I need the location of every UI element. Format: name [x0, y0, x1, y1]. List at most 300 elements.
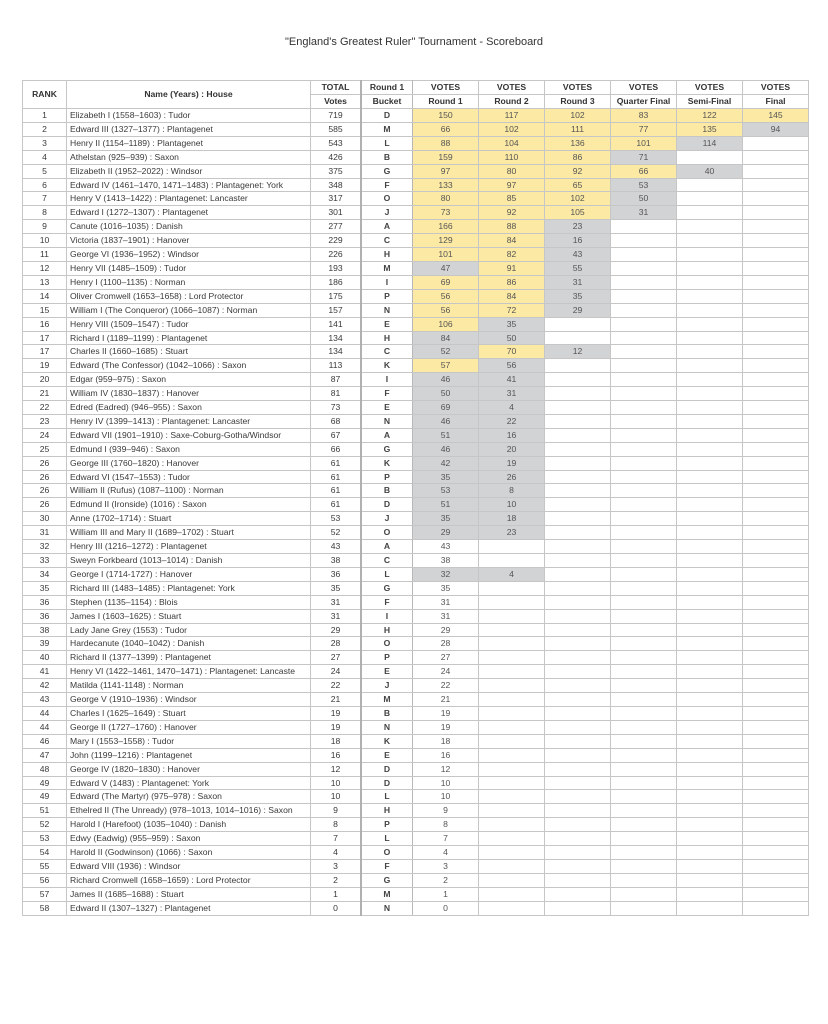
- votes-round3-cell: [545, 762, 611, 776]
- table-row: [23, 373, 809, 387]
- votes-semi-final-cell: [677, 693, 743, 707]
- votes-semi-final-cell: [677, 512, 743, 526]
- table-row: [23, 359, 809, 373]
- votes-final-cell: [743, 512, 809, 526]
- votes-final-cell: [743, 303, 809, 317]
- votes-final-cell: [743, 289, 809, 303]
- ruler-name-cell: Edward III (1327–1377) : Plantagenet: [67, 122, 311, 136]
- votes-round3-cell: [545, 859, 611, 873]
- table-row: [23, 637, 809, 651]
- bucket-cell: N: [361, 414, 413, 428]
- votes-round3-cell: 65: [545, 178, 611, 192]
- votes-semi-final-cell: [677, 373, 743, 387]
- bucket-cell: L: [361, 567, 413, 581]
- table-row: [23, 846, 809, 860]
- total-votes-cell: 24: [311, 665, 362, 679]
- bucket-cell: O: [361, 637, 413, 651]
- header-name: Name (Years) : House: [67, 81, 311, 109]
- votes-semi-final-cell: 122: [677, 109, 743, 123]
- votes-final-cell: [743, 373, 809, 387]
- votes-semi-final-cell: [677, 220, 743, 234]
- bucket-cell: K: [361, 359, 413, 373]
- votes-final-cell: 145: [743, 109, 809, 123]
- votes-round2-cell: 31: [479, 387, 545, 401]
- bucket-cell: K: [361, 456, 413, 470]
- total-votes-cell: 16: [311, 748, 362, 762]
- table-row: [23, 122, 809, 136]
- total-votes-cell: 36: [311, 567, 362, 581]
- votes-quarter-final-cell: [611, 484, 677, 498]
- votes-round3-cell: [545, 317, 611, 331]
- ruler-name-cell: Edward VIII (1936) : Windsor: [67, 859, 311, 873]
- votes-semi-final-cell: [677, 901, 743, 915]
- votes-round3-cell: [545, 470, 611, 484]
- votes-round2-cell: [479, 832, 545, 846]
- votes-round2-cell: 56: [479, 359, 545, 373]
- total-votes-cell: 31: [311, 595, 362, 609]
- table-row: [23, 554, 809, 568]
- votes-semi-final-cell: [677, 818, 743, 832]
- votes-round2-cell: [479, 762, 545, 776]
- votes-round3-cell: [545, 679, 611, 693]
- votes-quarter-final-cell: [611, 289, 677, 303]
- votes-semi-final-cell: [677, 359, 743, 373]
- bucket-cell: A: [361, 220, 413, 234]
- table-row: [23, 317, 809, 331]
- table-row: [23, 679, 809, 693]
- total-votes-cell: 585: [311, 122, 362, 136]
- header-total-top: TOTAL: [311, 81, 362, 95]
- votes-final-cell: [743, 442, 809, 456]
- table-row: [23, 150, 809, 164]
- votes-final-cell: [743, 150, 809, 164]
- total-votes-cell: 543: [311, 136, 362, 150]
- ruler-name-cell: Henry IV (1399–1413) : Plantagenet: Lancaster: [67, 414, 311, 428]
- votes-quarter-final-cell: [611, 442, 677, 456]
- table-row: [23, 303, 809, 317]
- votes-round1-cell: 56: [413, 303, 479, 317]
- bucket-cell: G: [361, 442, 413, 456]
- votes-round1-cell: 18: [413, 734, 479, 748]
- rank-cell: 14: [23, 289, 67, 303]
- bucket-cell: H: [361, 623, 413, 637]
- table-row: [23, 442, 809, 456]
- rank-cell: 32: [23, 540, 67, 554]
- total-votes-cell: 19: [311, 706, 362, 720]
- ruler-name-cell: James II (1685–1688) : Stuart: [67, 887, 311, 901]
- votes-round2-cell: [479, 887, 545, 901]
- votes-semi-final-cell: [677, 275, 743, 289]
- votes-quarter-final-cell: [611, 359, 677, 373]
- rank-cell: 30: [23, 512, 67, 526]
- votes-semi-final-cell: [677, 859, 743, 873]
- rank-cell: 31: [23, 526, 67, 540]
- ruler-name-cell: William II (Rufus) (1087–1100) : Norman: [67, 484, 311, 498]
- bucket-cell: P: [361, 289, 413, 303]
- bucket-cell: F: [361, 178, 413, 192]
- total-votes-cell: 61: [311, 498, 362, 512]
- votes-round1-cell: 52: [413, 345, 479, 359]
- bucket-cell: O: [361, 526, 413, 540]
- bucket-cell: E: [361, 317, 413, 331]
- table-row: [23, 512, 809, 526]
- votes-round3-cell: 35: [545, 289, 611, 303]
- votes-round2-cell: 86: [479, 275, 545, 289]
- votes-round3-cell: [545, 901, 611, 915]
- rank-cell: 49: [23, 776, 67, 790]
- bucket-cell: L: [361, 790, 413, 804]
- total-votes-cell: 28: [311, 637, 362, 651]
- ruler-name-cell: Henry VIII (1509–1547) : Tudor: [67, 317, 311, 331]
- votes-quarter-final-cell: [611, 331, 677, 345]
- ruler-name-cell: Richard I (1189–1199) : Plantagenet: [67, 331, 311, 345]
- ruler-name-cell: George VI (1936–1952) : Windsor: [67, 248, 311, 262]
- votes-final-cell: 94: [743, 122, 809, 136]
- votes-semi-final-cell: 114: [677, 136, 743, 150]
- votes-round2-cell: [479, 720, 545, 734]
- total-votes-cell: 375: [311, 164, 362, 178]
- ruler-name-cell: George II (1727–1760) : Hanover: [67, 720, 311, 734]
- votes-final-cell: [743, 804, 809, 818]
- votes-semi-final-cell: [677, 637, 743, 651]
- votes-round3-cell: [545, 359, 611, 373]
- votes-final-cell: [743, 818, 809, 832]
- votes-round1-cell: 50: [413, 387, 479, 401]
- total-votes-cell: 719: [311, 109, 362, 123]
- table-row: [23, 345, 809, 359]
- total-votes-cell: 0: [311, 901, 362, 915]
- votes-final-cell: [743, 846, 809, 860]
- votes-round1-cell: 29: [413, 526, 479, 540]
- ruler-name-cell: George I (1714-1727) : Hanover: [67, 567, 311, 581]
- bucket-cell: H: [361, 248, 413, 262]
- votes-round3-cell: 105: [545, 206, 611, 220]
- votes-final-cell: [743, 651, 809, 665]
- header-votes-semi-final: VOTES: [677, 81, 743, 95]
- ruler-name-cell: Edward II (1307–1327) : Plantagenet: [67, 901, 311, 915]
- table-row: [23, 762, 809, 776]
- votes-round2-cell: [479, 734, 545, 748]
- votes-semi-final-cell: [677, 484, 743, 498]
- votes-round3-cell: [545, 609, 611, 623]
- votes-round3-cell: 23: [545, 220, 611, 234]
- total-votes-cell: 2: [311, 873, 362, 887]
- votes-round1-cell: 84: [413, 331, 479, 345]
- votes-quarter-final-cell: [611, 317, 677, 331]
- rank-cell: 35: [23, 581, 67, 595]
- bucket-cell: H: [361, 331, 413, 345]
- ruler-name-cell: Henry V (1413–1422) : Plantagenet: Lancaster: [67, 192, 311, 206]
- total-votes-cell: 186: [311, 275, 362, 289]
- bucket-cell: F: [361, 859, 413, 873]
- total-votes-cell: 3: [311, 859, 362, 873]
- table-row: [23, 470, 809, 484]
- total-votes-cell: 317: [311, 192, 362, 206]
- votes-round2-cell: 41: [479, 373, 545, 387]
- total-votes-cell: 277: [311, 220, 362, 234]
- total-votes-cell: 19: [311, 720, 362, 734]
- bucket-cell: A: [361, 540, 413, 554]
- table-row: [23, 261, 809, 275]
- votes-quarter-final-cell: 71: [611, 150, 677, 164]
- votes-round1-cell: 106: [413, 317, 479, 331]
- ruler-name-cell: Elizabeth II (1952–2022) : Windsor: [67, 164, 311, 178]
- votes-round3-cell: [545, 401, 611, 415]
- total-votes-cell: 43: [311, 540, 362, 554]
- ruler-name-cell: Henry II (1154–1189) : Plantagenet: [67, 136, 311, 150]
- ruler-name-cell: Stephen (1135–1154) : Blois: [67, 595, 311, 609]
- rank-cell: 49: [23, 790, 67, 804]
- votes-quarter-final-cell: [611, 832, 677, 846]
- table-row: [23, 887, 809, 901]
- table-row: [23, 331, 809, 345]
- bucket-cell: I: [361, 275, 413, 289]
- total-votes-cell: 61: [311, 456, 362, 470]
- votes-round3-cell: [545, 637, 611, 651]
- votes-round1-cell: 0: [413, 901, 479, 915]
- table-row: [23, 651, 809, 665]
- votes-quarter-final-cell: [611, 748, 677, 762]
- votes-round3-cell: [545, 540, 611, 554]
- bucket-cell: C: [361, 345, 413, 359]
- votes-round3-cell: [545, 846, 611, 860]
- votes-round1-cell: 27: [413, 651, 479, 665]
- table-row: [23, 387, 809, 401]
- votes-quarter-final-cell: [611, 859, 677, 873]
- votes-semi-final-cell: [677, 873, 743, 887]
- votes-round1-cell: 22: [413, 679, 479, 693]
- votes-final-cell: [743, 470, 809, 484]
- votes-semi-final-cell: [677, 206, 743, 220]
- votes-semi-final-cell: [677, 567, 743, 581]
- ruler-name-cell: William III and Mary II (1689–1702) : Stuart: [67, 526, 311, 540]
- votes-round2-cell: [479, 595, 545, 609]
- table-row: [23, 136, 809, 150]
- votes-round2-cell: 110: [479, 150, 545, 164]
- votes-round1-cell: 4: [413, 846, 479, 860]
- votes-final-cell: [743, 164, 809, 178]
- votes-final-cell: [743, 261, 809, 275]
- votes-quarter-final-cell: [611, 234, 677, 248]
- votes-round2-cell: [479, 623, 545, 637]
- header-quarter-final: Quarter Final: [611, 95, 677, 109]
- votes-final-cell: [743, 679, 809, 693]
- ruler-name-cell: Henry VII (1485–1509) : Tudor: [67, 261, 311, 275]
- votes-round2-cell: 102: [479, 122, 545, 136]
- bucket-cell: F: [361, 595, 413, 609]
- total-votes-cell: 134: [311, 345, 362, 359]
- votes-quarter-final-cell: [611, 762, 677, 776]
- rank-cell: 39: [23, 637, 67, 651]
- votes-final-cell: [743, 790, 809, 804]
- total-votes-cell: 10: [311, 790, 362, 804]
- bucket-cell: A: [361, 428, 413, 442]
- ruler-name-cell: William IV (1830–1837) : Hanover: [67, 387, 311, 401]
- votes-round1-cell: 42: [413, 456, 479, 470]
- bucket-cell: O: [361, 846, 413, 860]
- votes-quarter-final-cell: [611, 734, 677, 748]
- votes-final-cell: [743, 762, 809, 776]
- rank-cell: 13: [23, 275, 67, 289]
- votes-round3-cell: [545, 693, 611, 707]
- bucket-cell: M: [361, 887, 413, 901]
- votes-round3-cell: [545, 651, 611, 665]
- votes-round3-cell: [545, 734, 611, 748]
- votes-round2-cell: [479, 748, 545, 762]
- rank-cell: 26: [23, 456, 67, 470]
- rank-cell: 48: [23, 762, 67, 776]
- votes-round1-cell: 10: [413, 790, 479, 804]
- table-row: [23, 665, 809, 679]
- votes-round1-cell: 56: [413, 289, 479, 303]
- ruler-name-cell: George III (1760–1820) : Hanover: [67, 456, 311, 470]
- total-votes-cell: 66: [311, 442, 362, 456]
- table-row: [23, 178, 809, 192]
- votes-semi-final-cell: [677, 178, 743, 192]
- votes-semi-final-cell: [677, 526, 743, 540]
- votes-round1-cell: 16: [413, 748, 479, 762]
- bucket-cell: P: [361, 651, 413, 665]
- rank-cell: 44: [23, 706, 67, 720]
- votes-round1-cell: 2: [413, 873, 479, 887]
- votes-quarter-final-cell: [611, 804, 677, 818]
- votes-final-cell: [743, 484, 809, 498]
- votes-quarter-final-cell: [611, 456, 677, 470]
- bucket-cell: J: [361, 679, 413, 693]
- votes-round1-cell: 8: [413, 818, 479, 832]
- votes-round2-cell: 10: [479, 498, 545, 512]
- header-round2: Round 2: [479, 95, 545, 109]
- rank-cell: 21: [23, 387, 67, 401]
- votes-semi-final-cell: [677, 331, 743, 345]
- votes-quarter-final-cell: [611, 873, 677, 887]
- total-votes-cell: 35: [311, 581, 362, 595]
- ruler-name-cell: Edwy (Eadwig) (955–959) : Saxon: [67, 832, 311, 846]
- votes-semi-final-cell: [677, 720, 743, 734]
- bucket-cell: P: [361, 818, 413, 832]
- bucket-cell: C: [361, 234, 413, 248]
- votes-semi-final-cell: [677, 651, 743, 665]
- ruler-name-cell: Lady Jane Grey (1553) : Tudor: [67, 623, 311, 637]
- votes-quarter-final-cell: [611, 428, 677, 442]
- votes-round1-cell: 3: [413, 859, 479, 873]
- header-total-bottom: Votes: [311, 95, 362, 109]
- rank-cell: 56: [23, 873, 67, 887]
- total-votes-cell: 7: [311, 832, 362, 846]
- bucket-cell: J: [361, 206, 413, 220]
- votes-round2-cell: 22: [479, 414, 545, 428]
- votes-round2-cell: [479, 790, 545, 804]
- votes-round1-cell: 29: [413, 623, 479, 637]
- rank-cell: 17: [23, 345, 67, 359]
- votes-semi-final-cell: [677, 776, 743, 790]
- total-votes-cell: 87: [311, 373, 362, 387]
- votes-round3-cell: [545, 567, 611, 581]
- ruler-name-cell: Richard Cromwell (1658–1659) : Lord Protector: [67, 873, 311, 887]
- votes-final-cell: [743, 609, 809, 623]
- votes-semi-final-cell: [677, 414, 743, 428]
- bucket-cell: K: [361, 734, 413, 748]
- ruler-name-cell: John (1199–1216) : Plantagenet: [67, 748, 311, 762]
- votes-quarter-final-cell: 53: [611, 178, 677, 192]
- votes-final-cell: [743, 317, 809, 331]
- votes-round2-cell: 85: [479, 192, 545, 206]
- votes-semi-final-cell: [677, 192, 743, 206]
- header-row-top: [23, 81, 809, 95]
- ruler-name-cell: Edward (The Martyr) (975–978) : Saxon: [67, 790, 311, 804]
- votes-final-cell: [743, 192, 809, 206]
- total-votes-cell: 8: [311, 818, 362, 832]
- rank-cell: 2: [23, 122, 67, 136]
- ruler-name-cell: Canute (1016–1035) : Danish: [67, 220, 311, 234]
- bucket-cell: G: [361, 581, 413, 595]
- votes-round1-cell: 10: [413, 776, 479, 790]
- bucket-cell: N: [361, 303, 413, 317]
- votes-round2-cell: 4: [479, 567, 545, 581]
- rank-cell: 5: [23, 164, 67, 178]
- votes-round2-cell: 91: [479, 261, 545, 275]
- votes-final-cell: [743, 401, 809, 415]
- table-row: [23, 804, 809, 818]
- votes-round1-cell: 51: [413, 428, 479, 442]
- votes-final-cell: [743, 498, 809, 512]
- table-row: [23, 289, 809, 303]
- votes-quarter-final-cell: 77: [611, 122, 677, 136]
- table-row: [23, 484, 809, 498]
- total-votes-cell: 113: [311, 359, 362, 373]
- bucket-cell: E: [361, 665, 413, 679]
- votes-final-cell: [743, 581, 809, 595]
- rank-cell: 52: [23, 818, 67, 832]
- table-row: [23, 206, 809, 220]
- votes-quarter-final-cell: [611, 637, 677, 651]
- votes-round1-cell: 7: [413, 832, 479, 846]
- bucket-cell: N: [361, 901, 413, 915]
- rank-cell: 42: [23, 679, 67, 693]
- ruler-name-cell: Anne (1702–1714) : Stuart: [67, 512, 311, 526]
- votes-semi-final-cell: [677, 734, 743, 748]
- votes-round1-cell: 19: [413, 720, 479, 734]
- bucket-cell: F: [361, 387, 413, 401]
- table-row: [23, 595, 809, 609]
- bucket-cell: I: [361, 373, 413, 387]
- table-row: [23, 734, 809, 748]
- votes-round1-cell: 150: [413, 109, 479, 123]
- votes-semi-final-cell: [677, 790, 743, 804]
- votes-quarter-final-cell: [611, 303, 677, 317]
- votes-final-cell: [743, 345, 809, 359]
- header-rank: RANK: [23, 81, 67, 109]
- bucket-cell: D: [361, 762, 413, 776]
- table-header: [23, 81, 809, 109]
- votes-quarter-final-cell: [611, 401, 677, 415]
- votes-round2-cell: 70: [479, 345, 545, 359]
- votes-semi-final-cell: 40: [677, 164, 743, 178]
- votes-round3-cell: [545, 804, 611, 818]
- votes-semi-final-cell: [677, 762, 743, 776]
- ruler-name-cell: Henry VI (1422–1461, 1470–1471) : Plantagenet: Lancaste: [67, 665, 311, 679]
- votes-quarter-final-cell: [611, 623, 677, 637]
- votes-semi-final-cell: [677, 498, 743, 512]
- votes-quarter-final-cell: [611, 540, 677, 554]
- total-votes-cell: 9: [311, 804, 362, 818]
- votes-quarter-final-cell: [611, 901, 677, 915]
- rank-cell: 24: [23, 428, 67, 442]
- rank-cell: 26: [23, 498, 67, 512]
- votes-round3-cell: [545, 526, 611, 540]
- votes-semi-final-cell: [677, 540, 743, 554]
- votes-round1-cell: 43: [413, 540, 479, 554]
